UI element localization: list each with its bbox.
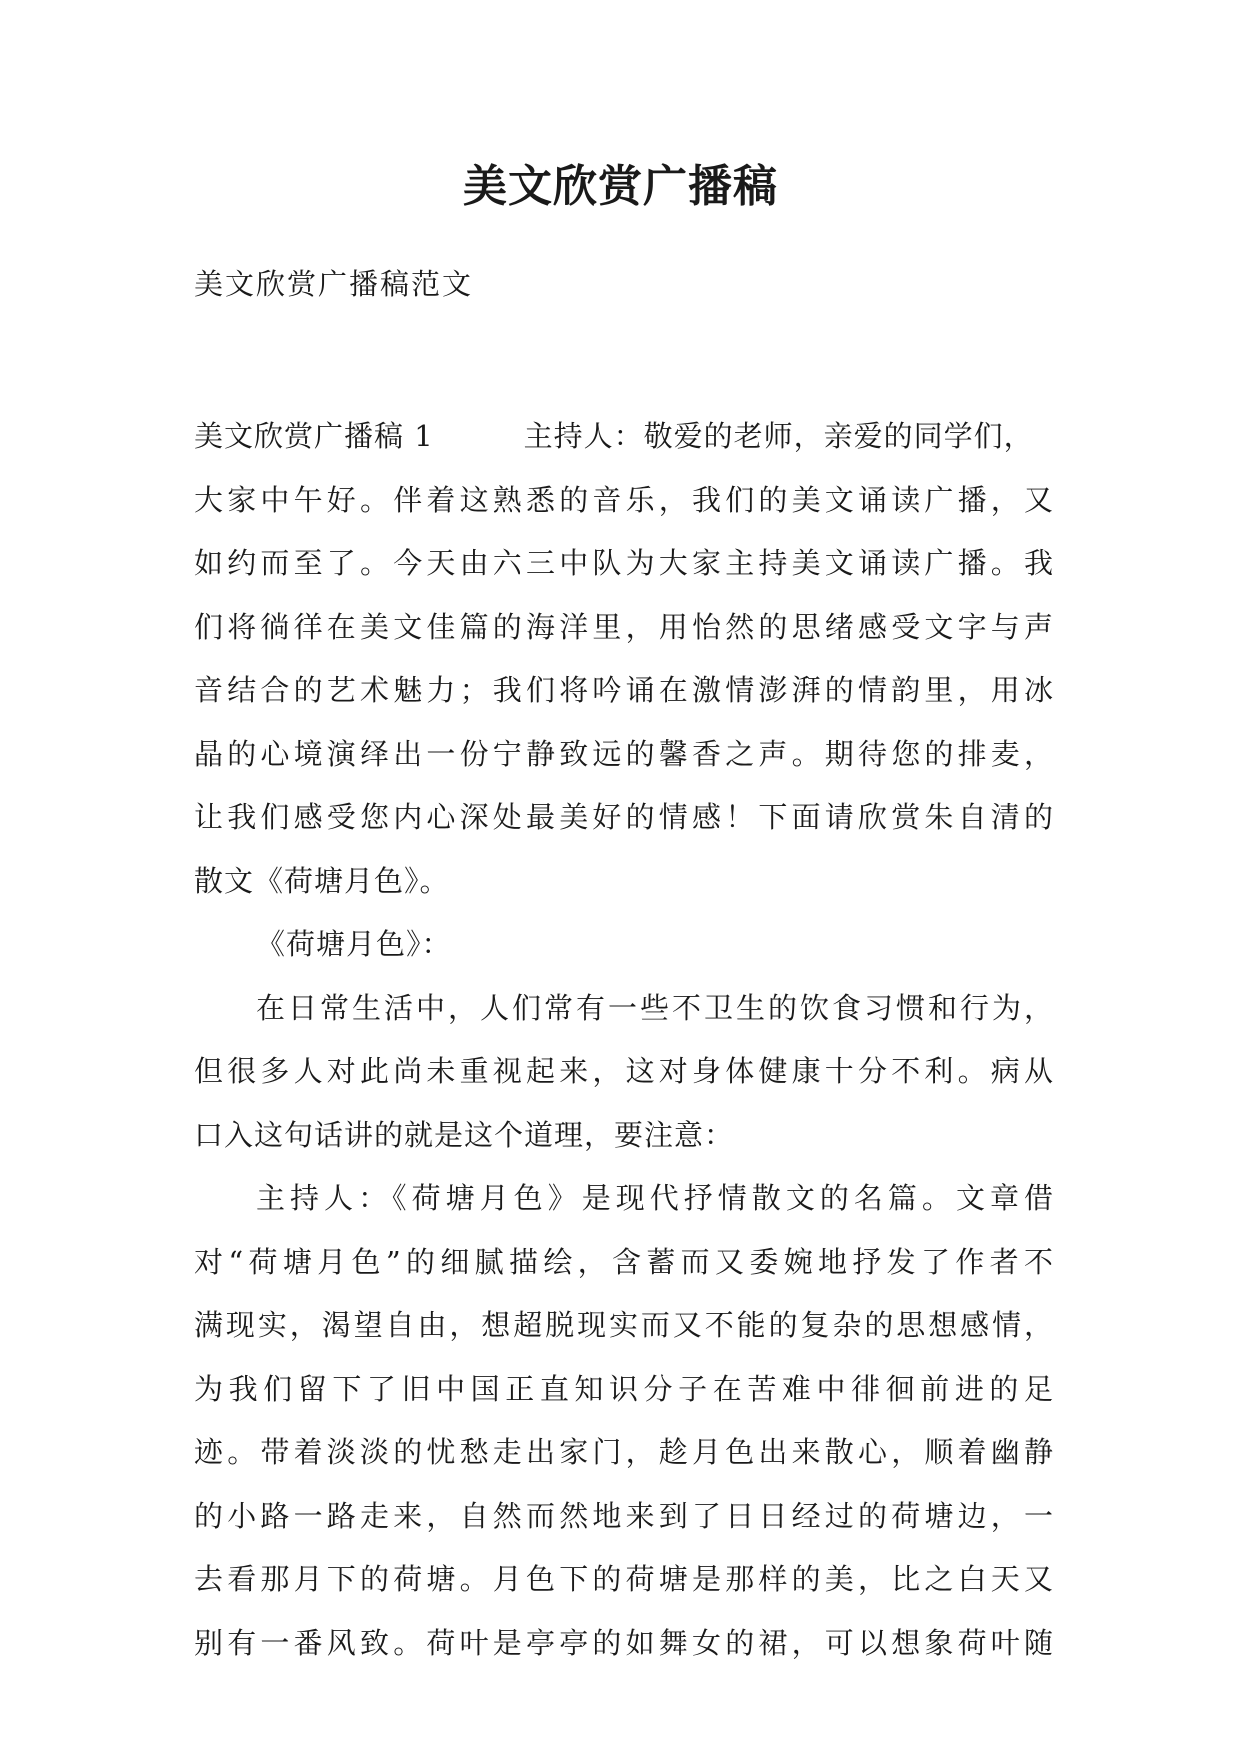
paragraph-line <box>194 405 1054 469</box>
paragraph-text: 主持人：敬爱的老师，亲爱的同学们， <box>523 419 1034 453</box>
paragraph-line: 迹。带着淡淡的忧愁走出家门，趁月色出来散心，顺着幽静 <box>194 1435 1054 1469</box>
paragraph-line: 晶的心境演绎出一份宁静致远的馨香之声。期待您的排麦， <box>194 736 1054 771</box>
paragraph-line: 们将徜徉在美文佳篇的海洋里，用怡然的思绪感受文字与声 <box>194 609 1054 644</box>
paragraph-line: 满现实，渴望自由，想超脱现实而又不能的复杂的思想感情， <box>194 1308 1054 1342</box>
paragraph-line: 的小路一路走来，自然而然地来到了日日经过的荷塘边，一 <box>194 1498 1054 1533</box>
paragraph-line: 散文《荷塘月色》。 <box>194 863 450 898</box>
paragraph-line: 音结合的艺术魅力；我们将吟诵在激情澎湃的情韵里，用冰 <box>194 673 1054 707</box>
document-title: 美文欣赏广播稿 <box>463 161 778 212</box>
paragraph-line: 口入这句话讲的就是这个道理，要注意： <box>194 1117 735 1152</box>
paragraph-line: 让我们感受您内心深处最美好的情感！下面请欣赏朱自清的 <box>194 800 1054 834</box>
paragraph-line: 去看那月下的荷塘。月色下的荷塘是那样的美，比之白天又 <box>194 1562 1054 1596</box>
section-heading: 美文欣赏广播稿 1 <box>194 419 434 453</box>
paragraph-line: 如约而至了。今天由六三中队为大家主持美文诵读广播。我 <box>194 546 1054 580</box>
paragraph-line: 主持人：《荷塘月色》是现代抒情散文的名篇。文章借 <box>256 1181 1054 1215</box>
paragraph-line: 对“荷塘月色”的细腻描绘，含蓄而又委婉地抒发了作者不 <box>194 1244 1054 1279</box>
paragraph-line: 大家中午好。伴着这熟悉的音乐，我们的美文诵读广播，又 <box>194 482 1054 517</box>
document-subtitle: 美文欣赏广播稿范文 <box>194 267 474 301</box>
paragraph-line: 为我们留下了旧中国正直知识分子在苦难中徘徊前进的足 <box>194 1371 1054 1406</box>
paragraph-line: 但很多人对此尚未重视起来，这对身体健康十分不利。病从 <box>194 1054 1054 1088</box>
paragraph-line: 在日常生活中，人们常有一些不卫生的饮食习惯和行为， <box>256 990 1054 1025</box>
paragraph-line: 《荷塘月色》： <box>256 927 452 961</box>
document-body <box>194 405 1054 1675</box>
paragraph-line: 别有一番风致。荷叶是亭亭的如舞女的裙，可以想象荷叶随 <box>194 1625 1054 1660</box>
